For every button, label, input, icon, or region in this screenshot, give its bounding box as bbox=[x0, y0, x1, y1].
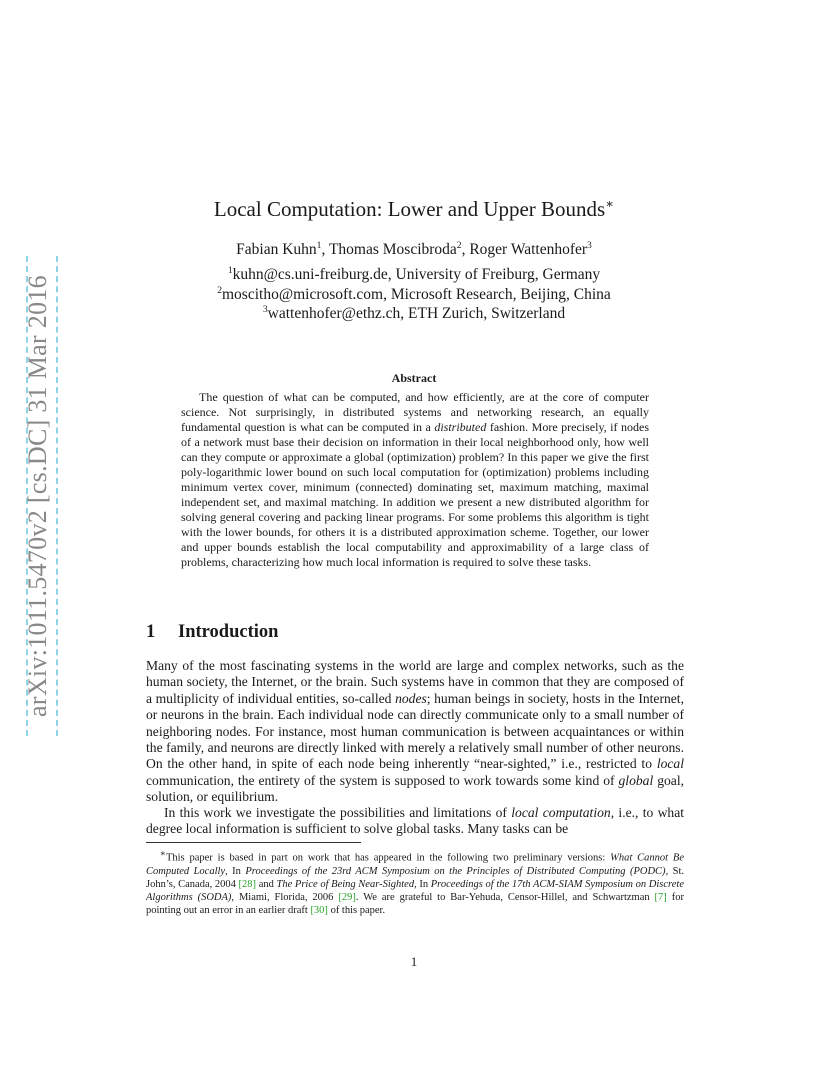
author-mark: 2 bbox=[456, 239, 462, 251]
section-title: Introduction bbox=[178, 622, 279, 642]
footnote-text: This paper is based in part on work that has appeared in the following two preliminary versions: bbox=[165, 852, 611, 864]
affiliation bbox=[0, 266, 828, 284]
author-name: Roger Wattenhofer bbox=[469, 241, 588, 258]
affiliation bbox=[0, 305, 828, 323]
footnote-rule bbox=[146, 842, 361, 843]
abstract-text: fashion. More precisely, if nodes of a network must base their decision on information in their local neighborhood only, how well can they compute or approximate a global (optimization) problem? In this paper we give the first poly-logarithmic lower bound on such local computation for (optimization) problems including minimum vertex cover, minimum (connected) dominating set, maximum matching, maximal independent set, and maximal matching. In addition we present a new distributed algorithm for solving general covering and packing linear programs. For some problems this algorithm is tight with the lower bounds, for others it is a distributed approximation scheme. Together, our lower and upper bounds establish the local computability and approximability of a large class of problems, characterizing how much local information is required to solve these tasks. bbox=[181, 420, 649, 569]
section-heading bbox=[146, 622, 278, 643]
affiliation-text: kuhn@cs.uni-freiburg.de, University of Freiburg, Germany bbox=[232, 266, 601, 283]
affiliation-mark: 3 bbox=[262, 303, 268, 315]
affiliation-mark: 1 bbox=[227, 264, 233, 276]
abstract-heading: Abstract bbox=[391, 371, 437, 385]
abstract-text: The question of what can be computed, and how efficiently, are at the core of computer science. Not surprisingly, in distributed systems and networking research, an equally fundamental question is what can be computed in a bbox=[181, 390, 649, 434]
body-text: , i.e., to what degree local information is sufficient to solve global tasks. Many tasks can be bbox=[146, 805, 685, 837]
author-name: Fabian Kuhn bbox=[236, 241, 317, 258]
footnote-text: , St. John’s, Canada, 2004 bbox=[146, 865, 684, 890]
body-text: ; human beings in society, hosts in the Internet, or neurons in the brain. Each individual node can directly communicate only to a small number of neighboring nodes. For instance, most human communication is between acquaintances or within the family, and neurons are directly linked with merely a relatively small number of other neurons. On the other hand, in spite of each node being inherently “near-sighted,” i.e., restricted to bbox=[146, 690, 684, 772]
footnote-text: and bbox=[256, 878, 277, 890]
body-emphasis: nodes bbox=[395, 690, 427, 706]
footnote-text: for pointing out an error in an earlier draft bbox=[146, 891, 684, 916]
abstract-body bbox=[181, 390, 649, 570]
footnote-text: , In bbox=[225, 865, 246, 877]
footnote-emphasis: Proceedings of the 17th ACM-SIAM Symposium on Discrete Algorithms (SODA) bbox=[146, 878, 684, 903]
affiliation bbox=[0, 286, 828, 304]
citation-link[interactable]: [29] bbox=[338, 891, 356, 903]
abstract-emphasis: distributed bbox=[434, 420, 487, 434]
citation-link[interactable]: [7] bbox=[654, 891, 667, 903]
body-emphasis: local bbox=[656, 756, 684, 772]
author-name: Thomas Moscibroda bbox=[328, 241, 457, 258]
author-mark: 1 bbox=[316, 239, 322, 251]
footnote-mark: ∗ bbox=[160, 848, 166, 858]
arxiv-stamp bbox=[14, 256, 62, 736]
section-number: 1 bbox=[146, 622, 156, 642]
affiliation-text: moscitho@microsoft.com, Microsoft Research, Beijing, China bbox=[222, 286, 611, 303]
body-emphasis: local computation bbox=[511, 805, 611, 820]
footnote-emphasis: Proceedings of the 23rd ACM Symposium on the Principles of Distributed Computing (PODC) bbox=[245, 865, 666, 877]
paper-title bbox=[0, 197, 828, 222]
author-mark: 3 bbox=[587, 239, 592, 251]
footnote-text: of this paper. bbox=[327, 904, 386, 916]
intro-paragraph bbox=[146, 658, 684, 806]
footnote-text: , In bbox=[414, 878, 431, 890]
footnote-text: . We are grateful to Bar-Yehuda, Censor-Hillel, and Schwartzman bbox=[355, 891, 655, 903]
body-emphasis: global bbox=[618, 772, 654, 788]
footnote bbox=[146, 847, 684, 917]
page-number: 1 bbox=[410, 954, 418, 969]
footnote-emphasis: The Price of Being Near-Sighted bbox=[276, 878, 415, 890]
citation-link[interactable]: [30] bbox=[310, 904, 328, 916]
arxiv-stamp-text: arXiv:1011.5470v2 [cs.DC] 31 Mar 2016 bbox=[23, 275, 52, 717]
footnote-emphasis: What Cannot Be Computed Locally bbox=[146, 852, 684, 877]
intro-paragraph bbox=[146, 805, 684, 838]
author-list: Fabian Kuhn$^1$, Thomas Moscibroda$^2$, Roger Wattenhofer$^3$ bbox=[236, 239, 592, 258]
body-text: goal, solution, or equilibrium. bbox=[146, 772, 685, 805]
body-text: Many of the most fascinating systems in the world are large and complex networks, such as the human society, the Internet, or the brain. Such systems have in common that they are composed of a multiplicity of individual entities, so-called bbox=[146, 658, 684, 706]
affiliation-mark: 2 bbox=[217, 284, 222, 296]
citation-link[interactable]: [28] bbox=[238, 878, 257, 890]
body-text: communication, the entirety of the system is supposed to work towards some kind of bbox=[146, 772, 619, 788]
body-text: In this work we investigate the possibilities and limitations of bbox=[164, 805, 512, 820]
title-text: Local Computation: Lower and Upper Bounds bbox=[213, 197, 606, 221]
title-footnote-mark: ∗ bbox=[605, 196, 615, 211]
footnote-text: , Miami, Florida, 2006 bbox=[231, 891, 339, 903]
affiliation-text: wattenhofer@ethz.ch, ETH Zurich, Switzerland bbox=[267, 305, 566, 322]
